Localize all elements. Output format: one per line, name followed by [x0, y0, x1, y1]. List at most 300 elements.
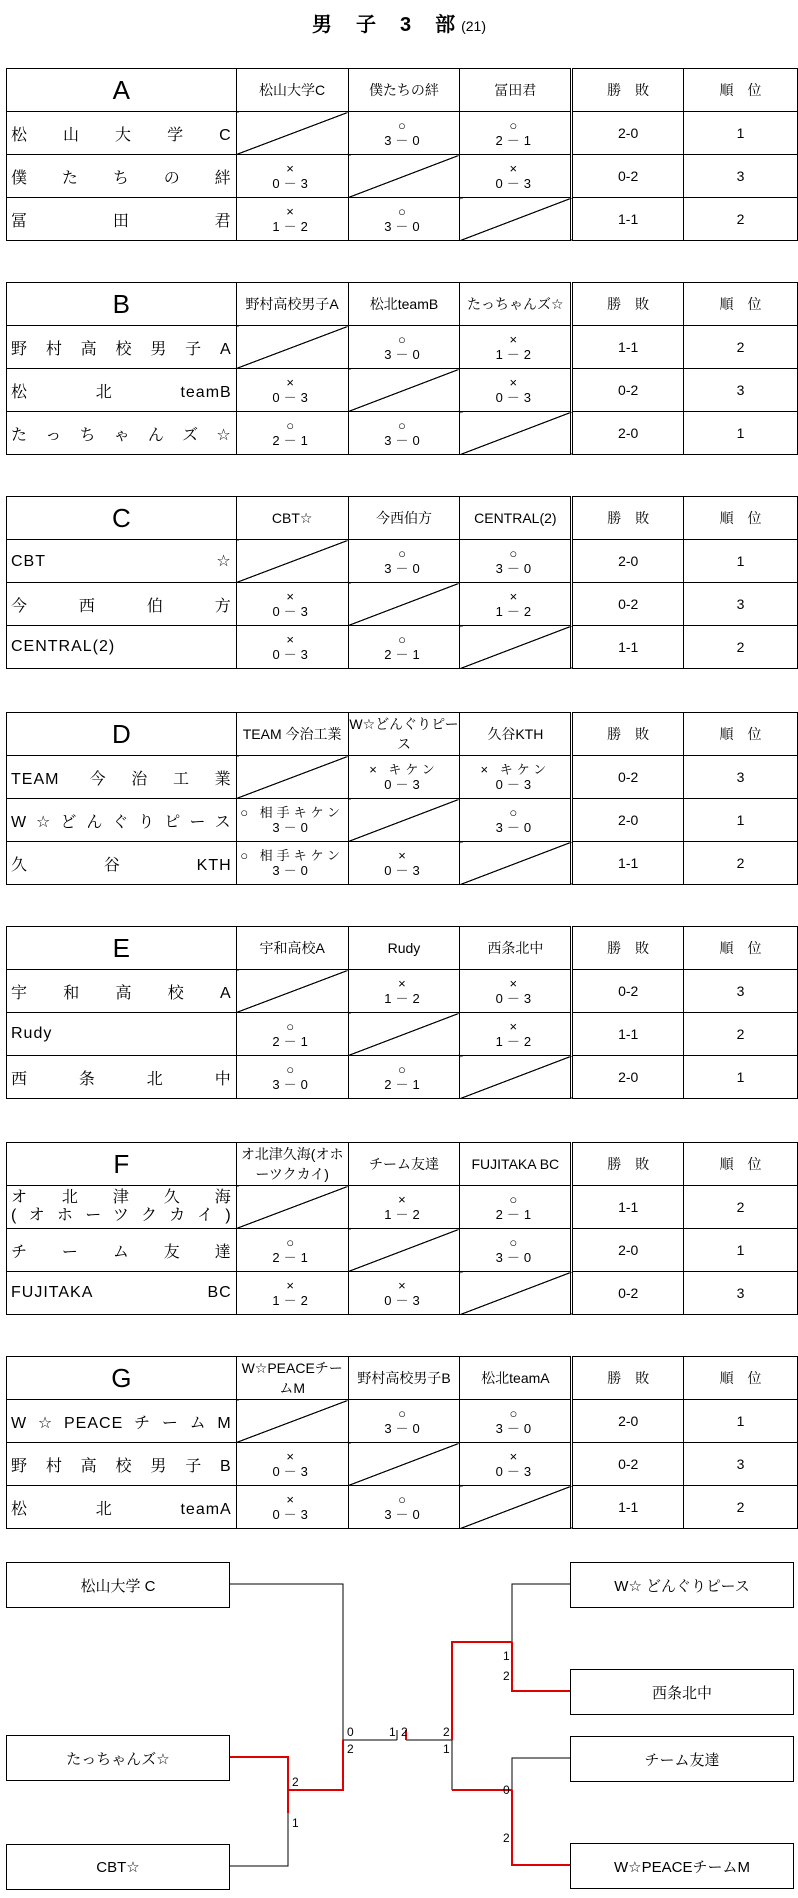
- self-match-cell: [460, 842, 572, 885]
- table-row: [7, 198, 798, 241]
- row-team-name-line2: (オホーツクカイ): [11, 1207, 232, 1224]
- score-r-final-top: 2: [443, 1725, 450, 1739]
- match-result-symbol: ○: [398, 632, 410, 647]
- win-loss-header: 勝 敗: [572, 713, 684, 756]
- match-score: 0－3: [495, 390, 536, 405]
- rank-value: 3: [684, 155, 798, 198]
- match-result-symbol: ○: [398, 204, 410, 219]
- rank-value: 1: [684, 1400, 798, 1443]
- match-result-cell: [236, 155, 348, 198]
- row-team-name: たっちゃんズ☆: [7, 412, 237, 455]
- match-result-symbol: ×: [286, 375, 298, 390]
- table-row: [7, 112, 798, 155]
- self-match-cell: [236, 540, 348, 583]
- column-team-header: CENTRAL(2): [460, 497, 572, 540]
- win-loss-value: 1-1: [572, 842, 684, 885]
- match-result-symbol: ×: [509, 1449, 522, 1464]
- rank-value: 1: [684, 1229, 798, 1272]
- match-result-symbol: ×: [509, 161, 522, 176]
- table-row: [7, 799, 798, 842]
- match-result-cell: [236, 1056, 348, 1099]
- match-result-symbol: ×: [398, 1278, 410, 1293]
- line-l-cbt: [228, 1813, 288, 1866]
- match-score: 2－1: [384, 647, 424, 662]
- column-team-header: 宇和高校A: [236, 927, 348, 970]
- win-line-r-semi2: [512, 1790, 570, 1865]
- column-team-header: 久谷KTH: [460, 713, 572, 756]
- match-result-cell: [460, 756, 572, 799]
- rank-value: 3: [684, 1272, 798, 1315]
- win-loss-header: 勝 敗: [572, 497, 684, 540]
- row-team-name: 松山大学C: [7, 112, 237, 155]
- bracket-team-left-2: たっちゃんズ☆: [6, 1735, 230, 1781]
- win-loss-value: 1-1: [572, 626, 684, 669]
- match-score: 3－0: [384, 433, 424, 448]
- match-score: 2－1: [495, 133, 536, 148]
- match-result-symbol: ○: [398, 418, 410, 433]
- column-team-header: W☆PEACEチームM: [236, 1357, 348, 1400]
- win-loss-value: 0-2: [572, 1272, 684, 1315]
- match-result-cell: [236, 1229, 348, 1272]
- match-score: 1－2: [495, 604, 536, 619]
- score-r-semi1-bot: 2: [503, 1669, 510, 1683]
- win-loss-value: 2-0: [572, 540, 684, 583]
- self-match-cell: [236, 1400, 348, 1443]
- group-table-f: [6, 1142, 798, 1315]
- title-text: 男 子 3 部: [311, 14, 458, 36]
- row-team-name: 今西伯方: [7, 583, 237, 626]
- group-name: G: [7, 1357, 237, 1400]
- bracket-team-right-1: W☆ どんぐりピース: [570, 1562, 794, 1608]
- match-result-symbol: ○: [509, 1192, 522, 1207]
- match-result-symbol: ×: [509, 375, 522, 390]
- self-match-cell: [348, 799, 460, 842]
- column-team-header: 僕たちの絆: [348, 69, 460, 112]
- rank-value: 1: [684, 799, 798, 842]
- match-score: 3－0: [384, 1421, 424, 1436]
- score-r-semi2-top: 0: [503, 1783, 510, 1797]
- rank-value: 3: [684, 369, 798, 412]
- match-score: 0－3: [384, 863, 424, 878]
- row-team-name: W☆PEACEチームM: [7, 1400, 237, 1443]
- self-match-cell: [460, 1272, 572, 1315]
- table-row: [7, 583, 798, 626]
- match-result-symbol: ○: [398, 1062, 410, 1077]
- table-row: [7, 1186, 798, 1229]
- group-table-c: [6, 496, 798, 669]
- match-result-cell: [236, 583, 348, 626]
- bracket-team-right-3: チーム友達: [570, 1736, 794, 1782]
- rank-value: 2: [684, 626, 798, 669]
- row-team-name: 松北teamB: [7, 369, 237, 412]
- title-sub: (21): [461, 18, 487, 34]
- match-result-symbol: ○: [398, 546, 410, 561]
- win-loss-value: 1-1: [572, 326, 684, 369]
- rank-value: 3: [684, 756, 798, 799]
- match-result-cell: [348, 1486, 460, 1529]
- rank-value: 1: [684, 1056, 798, 1099]
- match-result-symbol: ×: [398, 1192, 410, 1207]
- table-row: [7, 326, 798, 369]
- match-result-cell: [236, 1013, 348, 1056]
- group-table-b: [6, 282, 798, 455]
- table-row: [7, 1056, 798, 1099]
- match-score: 3－0: [272, 863, 312, 878]
- match-result-symbol: ×: [286, 1449, 298, 1464]
- table-row: [7, 155, 798, 198]
- match-result-symbol: ×: [286, 632, 298, 647]
- rank-value: 2: [684, 842, 798, 885]
- rank-value: 1: [684, 112, 798, 155]
- match-result-cell: [348, 326, 460, 369]
- match-result-cell: [460, 540, 572, 583]
- rank-header: 順 位: [684, 69, 798, 112]
- row-team-name: 松北teamA: [7, 1486, 237, 1529]
- column-team-header: FUJITAKA BC: [460, 1143, 572, 1186]
- match-score: 1－2: [384, 1207, 424, 1222]
- win-loss-value: 0-2: [572, 756, 684, 799]
- match-result-cell: [348, 756, 460, 799]
- match-score: 3－0: [495, 820, 536, 835]
- match-result-cell: [460, 1013, 572, 1056]
- win-loss-header: 勝 敗: [572, 69, 684, 112]
- match-result-cell: [348, 1056, 460, 1099]
- score-l-final-bot: 2: [347, 1742, 354, 1756]
- match-score: 0－3: [272, 1464, 312, 1479]
- match-score: 3－0: [495, 561, 536, 576]
- match-result-symbol: ○: [398, 118, 410, 133]
- match-result-symbol: ×: [286, 1492, 298, 1507]
- match-result-symbol: ○: [286, 1062, 299, 1077]
- match-result-cell: [236, 799, 348, 842]
- self-match-cell: [348, 1443, 460, 1486]
- column-team-header: 冨田君: [460, 69, 572, 112]
- match-score: 2－1: [272, 1034, 312, 1049]
- win-line-l-semi: [228, 1757, 288, 1813]
- group-name: A: [7, 69, 237, 112]
- match-score: 3－0: [384, 347, 424, 362]
- table-row: [7, 540, 798, 583]
- row-team-name: 僕たちの絆: [7, 155, 237, 198]
- table-row: [7, 970, 798, 1013]
- table-row: [7, 1013, 798, 1056]
- column-team-header: 松北teamB: [348, 283, 460, 326]
- match-result-cell: [236, 369, 348, 412]
- match-score: 2－1: [384, 1077, 424, 1092]
- match-result-cell: [348, 112, 460, 155]
- line-l-top: [228, 1584, 343, 1740]
- rank-header: 順 位: [684, 283, 798, 326]
- table-row: [7, 1486, 798, 1529]
- self-match-cell: [236, 112, 348, 155]
- bracket-team-left-1: 松山大学 C: [6, 1562, 230, 1608]
- self-match-cell: [348, 155, 460, 198]
- row-team-name: Rudy: [7, 1013, 237, 1056]
- match-score: 1－2: [495, 1034, 536, 1049]
- match-result-symbol: ×: [509, 976, 522, 991]
- table-row: [7, 1400, 798, 1443]
- match-result-symbol: ○ 相手キケン: [240, 805, 345, 820]
- score-center-left: 1: [389, 1725, 396, 1739]
- match-result-cell: [348, 540, 460, 583]
- win-loss-header: 勝 敗: [572, 283, 684, 326]
- score-center-right: 2: [401, 1725, 408, 1739]
- win-loss-value: 1-1: [572, 1013, 684, 1056]
- match-result-cell: [236, 626, 348, 669]
- match-score: 1－2: [384, 991, 424, 1006]
- win-loss-value: 2-0: [572, 112, 684, 155]
- match-score: 3－0: [272, 1077, 312, 1092]
- match-score: 3－0: [384, 561, 424, 576]
- win-loss-value: 1-1: [572, 1486, 684, 1529]
- self-match-cell: [236, 756, 348, 799]
- rank-value: 1: [684, 540, 798, 583]
- win-loss-value: 2-0: [572, 799, 684, 842]
- group-name: E: [7, 927, 237, 970]
- match-score: 3－0: [384, 133, 424, 148]
- match-result-cell: [460, 326, 572, 369]
- row-team-name: 冨田君: [7, 198, 237, 241]
- row-team-name: 野村高校男子A: [7, 326, 237, 369]
- match-score: 0－3: [495, 777, 536, 792]
- column-team-header: たっちゃんズ☆: [460, 283, 572, 326]
- win-loss-header: 勝 敗: [572, 1357, 684, 1400]
- rank-value: 3: [684, 583, 798, 626]
- group-table-a: [6, 68, 798, 241]
- match-result-symbol: ×: [286, 1278, 298, 1293]
- page-title: [0, 8, 798, 37]
- column-team-header: 今西伯方: [348, 497, 460, 540]
- bracket-team-left-3: CBT☆: [6, 1844, 230, 1890]
- row-team-name: CENTRAL(2): [7, 626, 237, 669]
- column-team-header: W☆どんぐりピース: [348, 713, 460, 756]
- match-result-cell: [348, 1272, 460, 1315]
- self-match-cell: [460, 626, 572, 669]
- match-score: 3－0: [495, 1250, 536, 1265]
- match-score: 2－1: [272, 1250, 312, 1265]
- match-result-cell: [460, 1229, 572, 1272]
- bracket-team-right-4: W☆PEACEチームM: [570, 1843, 794, 1889]
- match-score: 3－0: [272, 820, 312, 835]
- match-result-cell: [460, 583, 572, 626]
- win-loss-value: 1-1: [572, 1186, 684, 1229]
- match-result-cell: [236, 412, 348, 455]
- match-score: 0－3: [495, 176, 536, 191]
- match-result-cell: [460, 369, 572, 412]
- match-result-cell: [460, 1400, 572, 1443]
- score-r-semi1-top: 1: [503, 1649, 510, 1663]
- column-team-header: 松北teamA: [460, 1357, 572, 1400]
- score-l-semi-top: 2: [292, 1775, 299, 1789]
- win-loss-value: 0-2: [572, 155, 684, 198]
- table-row: [7, 412, 798, 455]
- group-table-g: [6, 1356, 798, 1529]
- match-score: 0－3: [384, 777, 424, 792]
- self-match-cell: [460, 1056, 572, 1099]
- match-result-cell: [348, 1400, 460, 1443]
- self-match-cell: [460, 1486, 572, 1529]
- rank-value: 2: [684, 1013, 798, 1056]
- rank-value: 3: [684, 1443, 798, 1486]
- row-team-name: 野村高校男子B: [7, 1443, 237, 1486]
- score-l-semi-bot: 1: [292, 1816, 299, 1830]
- win-loss-value: 0-2: [572, 970, 684, 1013]
- win-loss-value: 0-2: [572, 369, 684, 412]
- win-loss-value: 2-0: [572, 1400, 684, 1443]
- column-team-header: Rudy: [348, 927, 460, 970]
- row-team-name: FUJITAKA BC: [7, 1272, 237, 1315]
- match-result-cell: [236, 1486, 348, 1529]
- table-row: [7, 1272, 798, 1315]
- match-score: 0－3: [272, 647, 312, 662]
- match-result-symbol: × キケン: [369, 762, 439, 777]
- match-result-symbol: ○: [509, 1235, 522, 1250]
- match-result-cell: [348, 412, 460, 455]
- match-score: 3－0: [384, 1507, 424, 1522]
- table-row: [7, 369, 798, 412]
- rank-value: 3: [684, 970, 798, 1013]
- match-result-symbol: ○: [398, 1492, 410, 1507]
- match-result-symbol: ○: [286, 1019, 299, 1034]
- score-l-final-top: 0: [347, 1725, 354, 1739]
- line-r-team: [512, 1758, 570, 1817]
- match-result-symbol: ×: [509, 332, 522, 347]
- rank-value: 1: [684, 412, 798, 455]
- score-r-semi2-bot: 2: [503, 1831, 510, 1845]
- match-result-symbol: ×: [286, 204, 298, 219]
- match-score: 2－1: [495, 1207, 536, 1222]
- tournament-bracket: [0, 1560, 798, 1898]
- self-match-cell: [348, 583, 460, 626]
- row-team-name-line1: オ北津久海: [11, 1189, 232, 1206]
- match-score: 0－3: [495, 991, 536, 1006]
- row-team-name: W☆どんぐりピース: [7, 799, 237, 842]
- match-result-symbol: ×: [398, 976, 410, 991]
- win-loss-header: 勝 敗: [572, 927, 684, 970]
- row-team-name: チーム友達: [7, 1229, 237, 1272]
- table-row: [7, 1229, 798, 1272]
- group-name: D: [7, 713, 237, 756]
- rank-value: 2: [684, 1186, 798, 1229]
- match-result-cell: [460, 970, 572, 1013]
- match-result-cell: [348, 842, 460, 885]
- match-score: 0－3: [272, 604, 312, 619]
- win-loss-value: 0-2: [572, 583, 684, 626]
- bracket-team-right-2: 西条北中: [570, 1669, 794, 1715]
- group-table-e: [6, 926, 798, 1099]
- match-result-cell: [348, 198, 460, 241]
- match-score: 2－1: [272, 433, 312, 448]
- match-score: 1－2: [272, 219, 312, 234]
- group-table-d: [6, 712, 798, 885]
- table-row: [7, 1443, 798, 1486]
- column-team-header: TEAM 今治工業: [236, 713, 348, 756]
- score-r-final-bot: 1: [443, 1742, 450, 1756]
- rank-header: 順 位: [684, 1143, 798, 1186]
- row-team-name: 宇和高校A: [7, 970, 237, 1013]
- match-result-cell: [236, 198, 348, 241]
- row-team-name: CBT☆: [7, 540, 237, 583]
- rank-header: 順 位: [684, 497, 798, 540]
- match-result-symbol: ○: [286, 1235, 299, 1250]
- match-result-symbol: ○: [509, 1406, 522, 1421]
- match-result-symbol: ○: [398, 1406, 410, 1421]
- match-score: 3－0: [384, 219, 424, 234]
- match-score: 0－3: [272, 390, 312, 405]
- match-result-symbol: ×: [286, 161, 298, 176]
- match-result-cell: [460, 1443, 572, 1486]
- self-match-cell: [236, 326, 348, 369]
- self-match-cell: [348, 369, 460, 412]
- match-result-symbol: ×: [286, 589, 298, 604]
- self-match-cell: [348, 1229, 460, 1272]
- match-score: 3－0: [495, 1421, 536, 1436]
- line-r-top: [512, 1584, 570, 1642]
- match-result-cell: [460, 1186, 572, 1229]
- group-name: C: [7, 497, 237, 540]
- match-result-symbol: ○: [509, 118, 522, 133]
- match-result-cell: [460, 799, 572, 842]
- match-result-cell: [348, 626, 460, 669]
- column-team-header: 西条北中: [460, 927, 572, 970]
- match-score: 0－3: [272, 176, 312, 191]
- self-match-cell: [348, 1013, 460, 1056]
- column-team-header: CBT☆: [236, 497, 348, 540]
- match-result-symbol: ○ 相手キケン: [240, 848, 345, 863]
- rank-header: 順 位: [684, 1357, 798, 1400]
- column-team-header: 野村高校男子B: [348, 1357, 460, 1400]
- win-loss-value: 2-0: [572, 412, 684, 455]
- win-loss-value: 1-1: [572, 198, 684, 241]
- self-match-cell: [460, 198, 572, 241]
- match-score: 1－2: [272, 1293, 312, 1308]
- table-row: [7, 842, 798, 885]
- match-result-symbol: ×: [398, 848, 410, 863]
- column-team-header: 松山大学C: [236, 69, 348, 112]
- column-team-header: チーム友達: [348, 1143, 460, 1186]
- column-team-header: 野村高校男子A: [236, 283, 348, 326]
- group-name: F: [7, 1143, 237, 1186]
- self-match-cell: [236, 1186, 348, 1229]
- self-match-cell: [236, 970, 348, 1013]
- win-line-r-semi1: [512, 1642, 570, 1691]
- table-row: [7, 756, 798, 799]
- row-team-name: TEAM 今治工業: [7, 756, 237, 799]
- row-team-name: 西条北中: [7, 1056, 237, 1099]
- match-result-cell: [348, 970, 460, 1013]
- match-score: 0－3: [384, 1293, 424, 1308]
- rank-value: 2: [684, 198, 798, 241]
- row-team-name: [7, 1186, 237, 1229]
- rank-value: 2: [684, 326, 798, 369]
- rank-header: 順 位: [684, 713, 798, 756]
- table-row: [7, 626, 798, 669]
- match-result-cell: [460, 155, 572, 198]
- match-result-symbol: ×: [509, 1019, 522, 1034]
- column-team-header: オ北津久海(オホーツクカイ): [236, 1143, 348, 1186]
- win-loss-header: 勝 敗: [572, 1143, 684, 1186]
- match-result-symbol: ○: [509, 546, 522, 561]
- match-result-cell: [236, 842, 348, 885]
- rank-header: 順 位: [684, 927, 798, 970]
- win-loss-value: 2-0: [572, 1056, 684, 1099]
- match-result-symbol: ○: [286, 418, 299, 433]
- win-loss-value: 0-2: [572, 1443, 684, 1486]
- group-name: B: [7, 283, 237, 326]
- win-loss-value: 2-0: [572, 1229, 684, 1272]
- self-match-cell: [460, 412, 572, 455]
- match-result-cell: [236, 1443, 348, 1486]
